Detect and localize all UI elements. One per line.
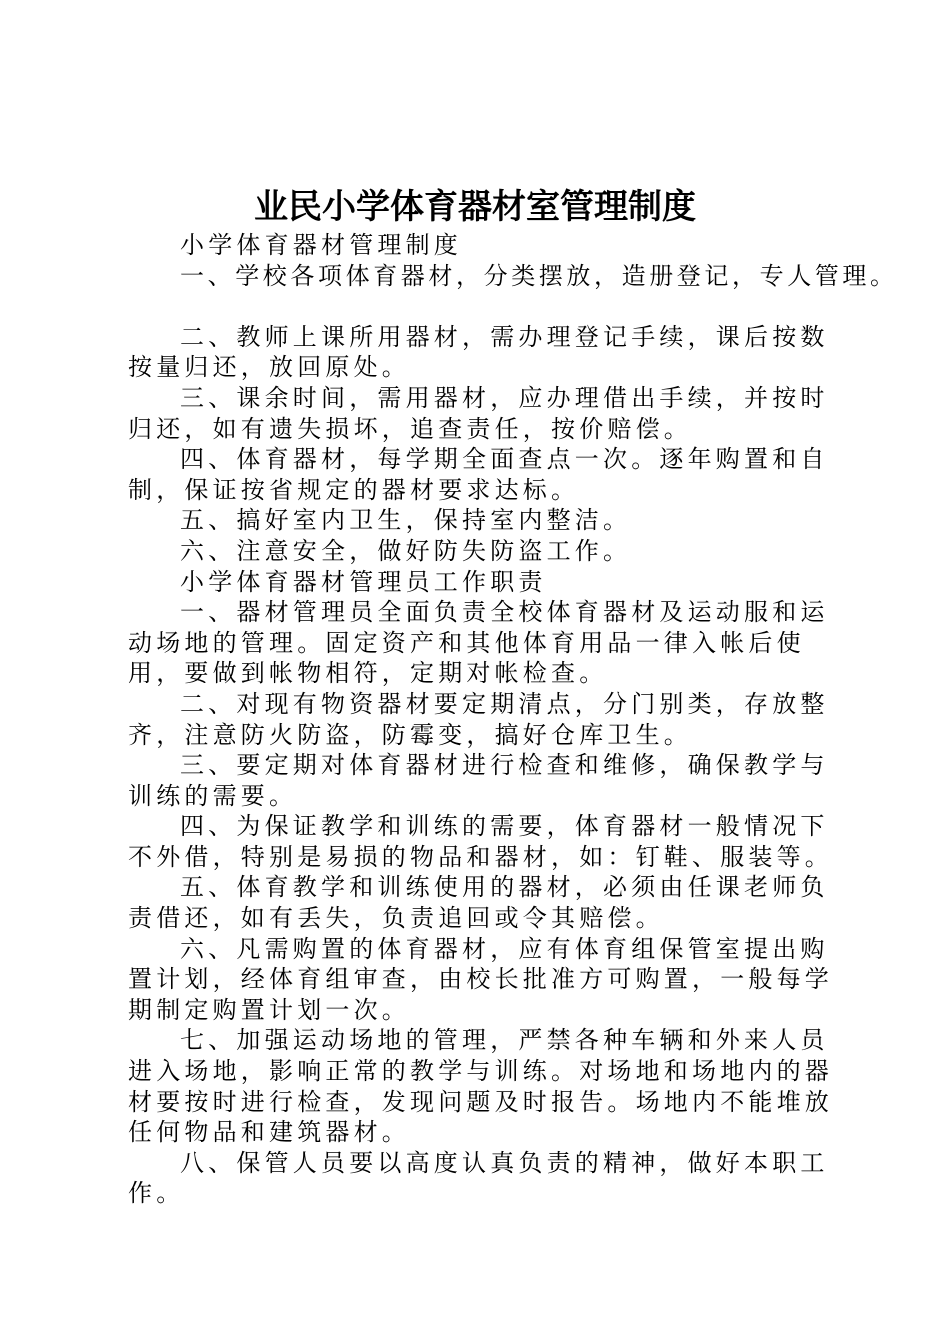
document-body [128,230,898,1209]
section-heading-equipment-rules: 小学体育器材管理制度 [180,231,462,259]
rule-paragraph-5: 五、搞好室内卫生，保持室内整洁。 [180,506,632,535]
duty-paragraph-2: 二、对现有物资器材要定期清点，分门别类，存放整齐，注意防火防盗，防霉变，搞好仓库卫生。 [128,689,829,749]
duty-paragraph-3: 三、要定期对体育器材进行检查和维修，确保教学与训练的需要。 [128,751,829,810]
rule-paragraph-6: 六、注意安全，做好防失防盗工作。 [180,536,632,565]
duty-paragraph-1: 一、器材管理员全面负责全校体育器材及运动服和运动场地的管理。固定资产和其他体育用品一律入帐后使用，要做到帐物相符，定期对帐检查。 [128,598,829,688]
blank-line [128,291,848,322]
duty-paragraph-4: 四、为保证教学和训练的需要，体育器材一般情况下不外借，特别是易损的物品和器材，如：钉鞋、服装等。 [128,812,833,871]
duty-paragraph-6: 六、凡需购置的体育器材，应有体育组保管室提出购置计划，经体育组审查，由校长批准方可购置，一般每学期制定购置计划一次。 [128,934,833,1024]
rule-paragraph-4: 四、体育器材，每学期全面查点一次。逐年购置和自制，保证按省规定的器材要求达标。 [128,445,829,504]
duty-paragraph-5: 五、体育教学和训练使用的器材，必须由任课老师负责借还，如有丢失，负责追回或令其赔偿。 [128,873,829,933]
rule-paragraph-3: 三、课余时间，需用器材，应办理借出手续，并按时归还，如有遗失损坏，追查责任，按价赔偿。 [128,383,829,443]
document-title: 业民小学体育器材室管理制度 [254,187,696,227]
section-heading-manager-duties: 小学体育器材管理员工作职责 [180,567,547,596]
rule-paragraph-2: 二、教师上课所用器材，需办理登记手续，课后按数按量归还，放回原处。 [128,322,829,382]
duty-paragraph-8: 八、保管人员要以高度认真负责的精神，做好本职工作。 [128,1148,829,1208]
rule-paragraph-1: 一、学校各项体育器材，分类摆放，造册登记，专人管理。 [180,261,898,290]
duty-paragraph-7: 七、加强运动场地的管理，严禁各种车辆和外来人员进入场地，影响正常的教学与训练。对场地和场地内的器材要按时进行检查，发现问题及时报告。场地内不能堆放任何物品和建筑器材。 [128,1026,833,1147]
